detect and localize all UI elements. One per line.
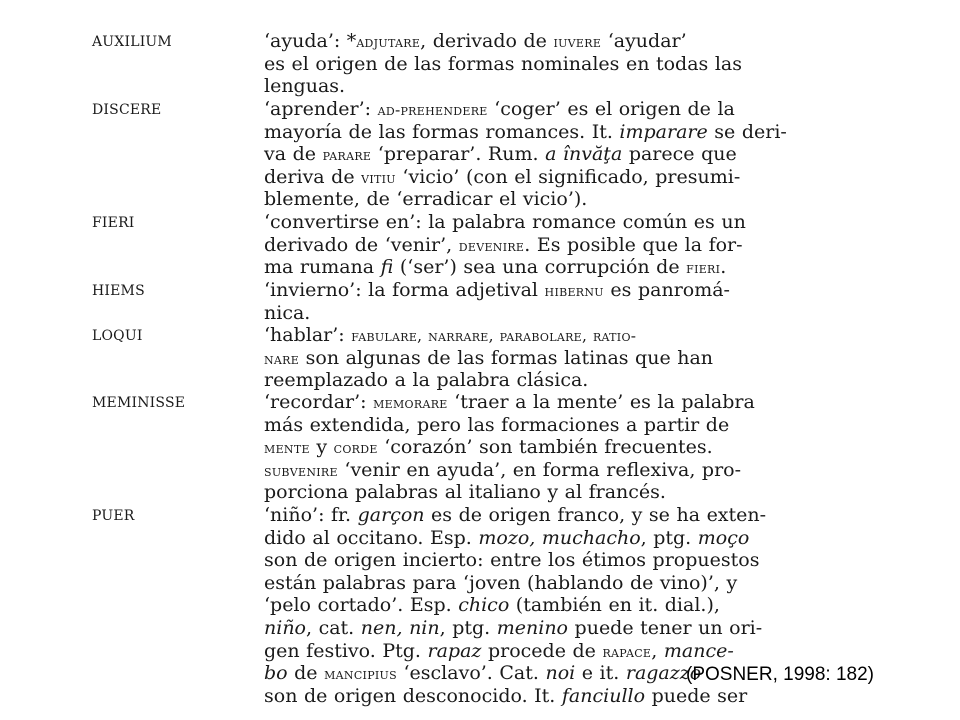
text-run: , ptg.	[640, 526, 698, 549]
text-run: ‘corazón’ son también frecuentes.	[377, 436, 713, 459]
definition-line	[264, 369, 836, 392]
latin-etymon: ad-prehendere	[377, 101, 488, 119]
latin-etymon: mente	[264, 439, 310, 458]
definition-line	[264, 481, 836, 504]
romance-form: menino	[496, 616, 568, 639]
headword: HIEMS	[92, 283, 145, 299]
text-run: ‘pelo cortado’. Esp.	[264, 594, 459, 617]
text-run: ‘ayudar’	[601, 30, 687, 52]
text-run: ‘hablar’:	[264, 324, 352, 346]
definition-line	[264, 527, 836, 550]
definition-line	[264, 347, 836, 370]
definition-line	[264, 188, 836, 211]
definition-line	[264, 279, 836, 302]
text-run: más extendida, pero las formaciones a partir de	[264, 413, 730, 436]
text-run: ma rumana	[264, 256, 381, 279]
definition-line	[264, 549, 836, 572]
text-run: e it.	[575, 662, 626, 685]
text-run: blemente, de ‘erradicar el vicio’).	[264, 188, 588, 211]
latin-etymon: mancipius	[324, 665, 397, 684]
text-run: ‘convertirse en’: la palabra romance común es un	[264, 211, 746, 233]
definition-line	[264, 256, 836, 279]
headword: DISCERE	[92, 102, 162, 118]
text-run: de	[287, 662, 325, 685]
text-run: deriva de	[264, 165, 362, 188]
romance-form: mozo, muchacho	[478, 526, 641, 549]
text-run: es de origen franco, y se ha exten-	[424, 504, 767, 526]
definition-line	[264, 75, 836, 98]
text-run: ‘niño’: fr.	[264, 504, 358, 526]
latin-etymon: hibernu	[544, 282, 604, 300]
text-run: , ptg.	[439, 616, 497, 639]
headword: MEMINISSE	[92, 395, 186, 411]
definition-line	[264, 98, 836, 121]
romance-form: a învăţa	[545, 143, 623, 166]
text-run: ‘aprender’:	[264, 98, 378, 120]
latin-etymon: corde	[333, 439, 378, 458]
definition-line	[264, 234, 836, 257]
definition-line	[264, 166, 836, 189]
text-run: puede ser	[645, 684, 748, 707]
text-run: están palabras para ‘joven (hablando de vino)’, y	[264, 571, 738, 594]
text-run: reemplazado a la palabra clásica.	[264, 369, 589, 392]
romance-form: nen, nin	[360, 616, 440, 639]
text-run: , derivado de	[420, 30, 554, 52]
definition-line	[264, 391, 836, 414]
headword: PUER	[92, 508, 135, 524]
text-run: ‘invierno’: la forma adjetival	[264, 279, 545, 301]
headword: AUXILIUM	[92, 34, 172, 50]
text-run: ‘venir en ayuda’, en forma reflexiva, pro-	[337, 458, 742, 481]
definition	[264, 98, 836, 211]
definition-line	[264, 459, 836, 482]
text-run: ,	[651, 639, 664, 662]
citation: (POSNER, 1998: 182)	[686, 664, 874, 685]
text-run: puede tener un ori-	[568, 616, 763, 639]
latin-etymon: parare	[322, 146, 372, 165]
romance-form: rapaz	[427, 639, 482, 662]
definition	[264, 391, 836, 504]
text-run: ‘ayuda’: *	[264, 30, 357, 52]
definition	[264, 30, 836, 98]
latin-etymon: iuvere	[553, 33, 602, 51]
definition	[264, 211, 836, 279]
latin-etymon: adjutare	[356, 33, 421, 51]
latin-etymon: fabulare, narrare, parabolare, ratio-	[351, 327, 637, 345]
definition-line	[264, 302, 836, 325]
text-run: ‘vicio’ (con el significado, presumi-	[395, 165, 741, 188]
latin-etymon: subvenire	[264, 461, 338, 480]
text-run: procede de	[481, 639, 603, 662]
text-run: ‘coger’ es el origen de la	[487, 98, 735, 120]
definition-line	[264, 211, 836, 234]
text-run: son algunas de las formas latinas que han	[299, 346, 714, 369]
romance-form: noi	[545, 662, 576, 685]
definition	[264, 324, 836, 392]
text-run: ‘preparar’. Rum.	[371, 143, 546, 166]
latin-etymon: rapace	[602, 642, 652, 661]
definition-line	[264, 617, 836, 640]
definition-line	[264, 143, 836, 166]
text-run: ‘recordar’:	[264, 391, 374, 413]
headword: FIERI	[92, 215, 135, 231]
romance-form: chico	[458, 594, 510, 617]
romance-form: ragazzo	[625, 662, 702, 685]
latin-etymon: devenire	[458, 236, 525, 255]
definition-line	[264, 121, 836, 144]
definition-line	[264, 30, 836, 53]
text-run: y	[309, 436, 334, 459]
text-run: es panromá-	[603, 279, 730, 301]
definition-line	[264, 53, 836, 76]
text-run: nica.	[264, 301, 311, 324]
romance-form: mance-	[663, 639, 734, 662]
headword: LOQUI	[92, 328, 143, 344]
definition-line	[264, 414, 836, 437]
text-run: (también en it. dial.),	[509, 594, 720, 617]
romance-form: moço	[697, 526, 750, 549]
definition	[264, 279, 836, 324]
text-run: . Es posible que la for-	[524, 233, 743, 256]
text-run: gen festivo. Ptg.	[264, 639, 428, 662]
text-run: porciona palabras al italiano y al francés.	[264, 481, 666, 504]
text-run: va de	[264, 143, 323, 166]
romance-form: niño	[264, 616, 306, 639]
romance-form: fi	[380, 256, 394, 279]
definition-line	[264, 572, 836, 595]
text-run: dido al occitano. Esp.	[264, 526, 479, 549]
definition-line	[264, 324, 836, 347]
definition-line	[264, 685, 836, 708]
text-run: derivado de ‘venir’,	[264, 233, 459, 256]
text-run: lenguas.	[264, 75, 346, 98]
definition-line	[264, 504, 836, 527]
text-run: son de origen desconocido. It.	[264, 684, 562, 707]
romance-form: bo	[264, 662, 288, 685]
latin-etymon: vitiu	[361, 168, 396, 187]
text-run: son de origen incierto: entre los étimos propuestos	[264, 549, 760, 572]
definition-line	[264, 436, 836, 459]
romance-form: imparare	[619, 120, 708, 143]
text-run: ‘traer a la mente’ es la palabra	[447, 391, 755, 413]
definition-line	[264, 640, 836, 663]
text-run: parece que	[622, 143, 737, 166]
romance-form: garçon	[357, 504, 425, 526]
text-run: , cat.	[306, 616, 361, 639]
latin-etymon: nare	[264, 349, 300, 368]
latin-etymon: fieri	[686, 259, 721, 278]
text-run: se deri-	[707, 120, 787, 143]
definition-line	[264, 594, 836, 617]
latin-etymon: memorare	[373, 394, 448, 412]
text-run: .	[720, 256, 727, 279]
text-run: ‘esclavo’. Cat.	[396, 662, 546, 685]
text-run: (‘ser’) sea una corrupción de	[393, 256, 687, 279]
text-run: mayoría de las formas romances. It.	[264, 120, 620, 143]
romance-form: fanciullo	[561, 684, 646, 707]
text-run: es el origen de las formas nominales en todas las	[264, 52, 742, 75]
